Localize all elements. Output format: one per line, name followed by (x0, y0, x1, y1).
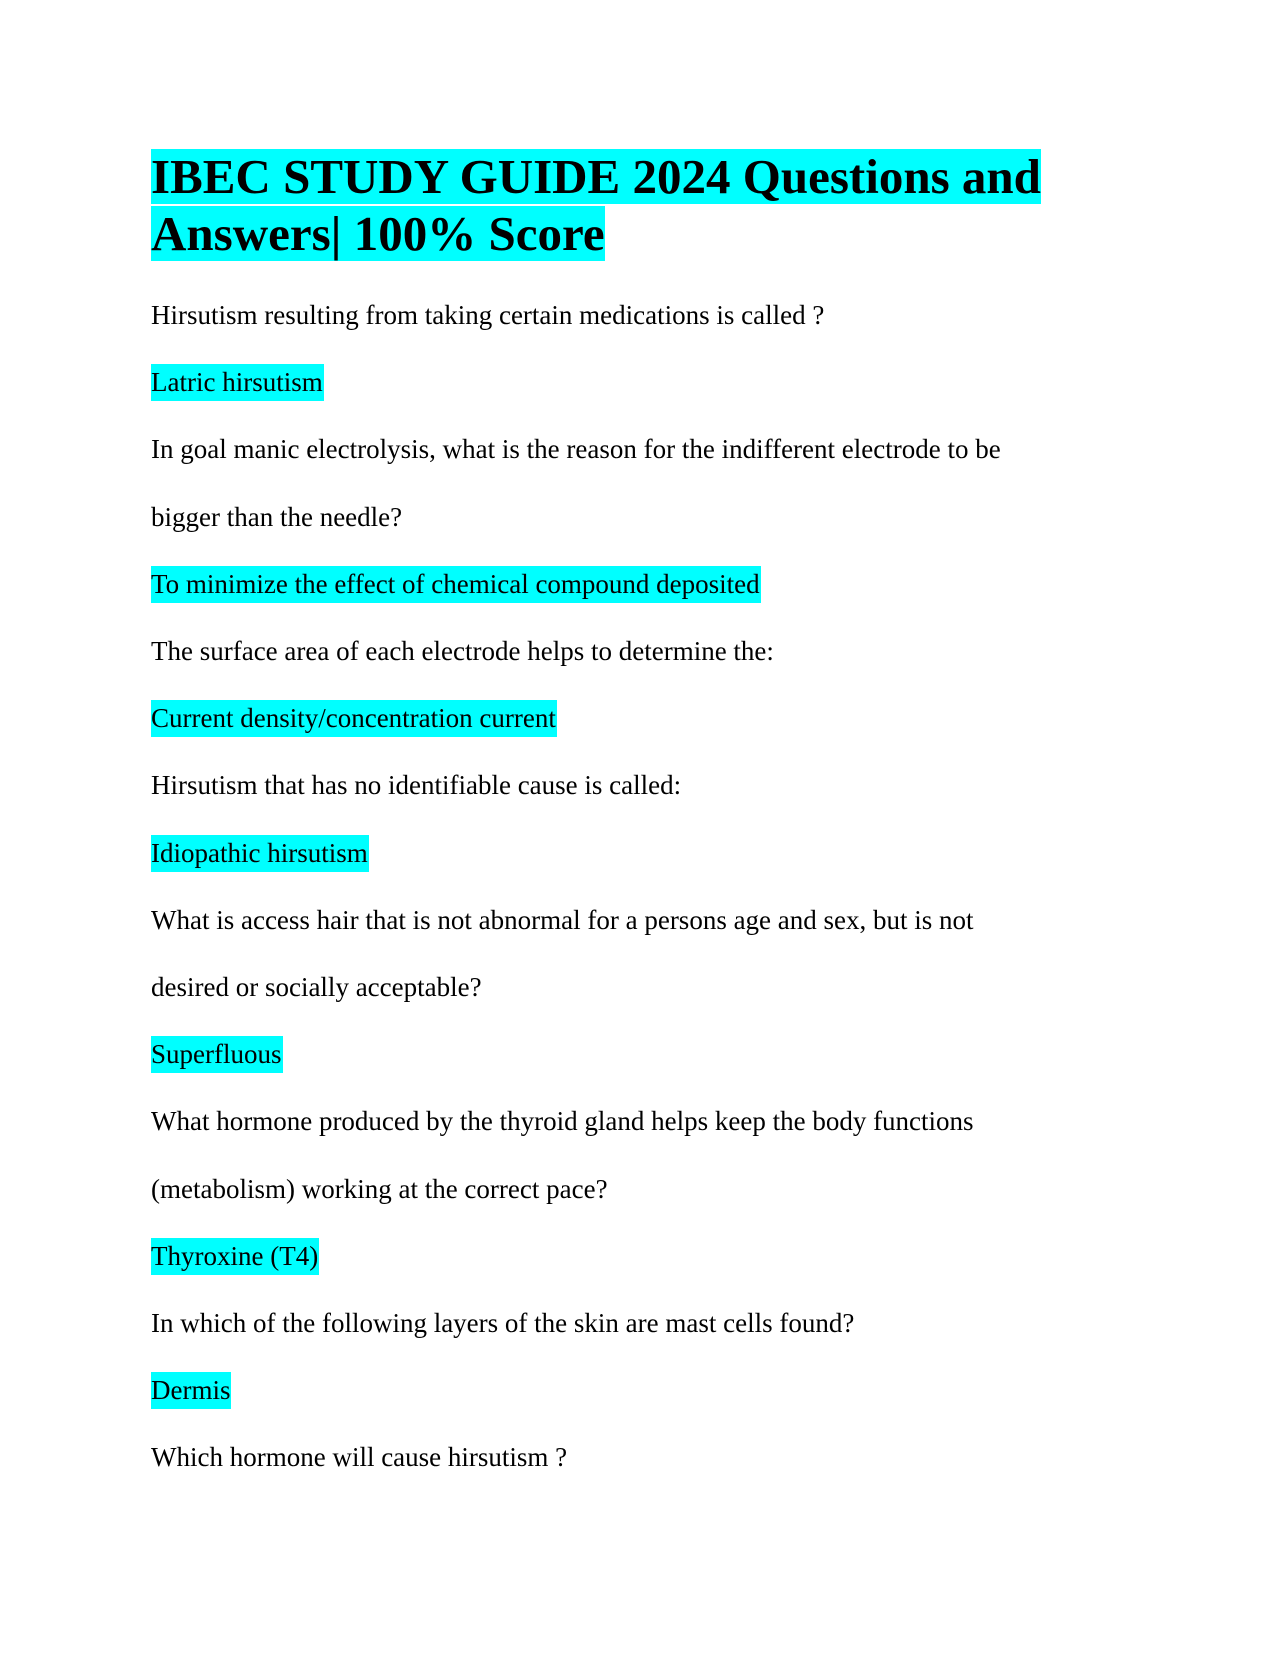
title-line-2: Answers| 100% Score (151, 206, 605, 261)
answer-line (151, 1223, 1091, 1290)
answer-line (151, 1021, 1091, 1088)
question-text: Which hormone will cause hirsutism ? (151, 1442, 568, 1473)
question-text: Hirsutism resulting from taking certain medications is called ? (151, 300, 825, 330)
answer-line (151, 349, 1091, 416)
question-text: The surface area of each electrode helps to determine the: (151, 636, 774, 667)
answer-line (151, 685, 1091, 752)
document-page (151, 148, 1091, 1492)
answer-text: Superfluous (151, 1036, 283, 1073)
question-text: What hormone produced by the thyroid gland helps keep the body functions (151, 1106, 974, 1137)
answer-text: Dermis (151, 1372, 231, 1409)
answer-text: To minimize the effect of chemical compound deposited (151, 566, 761, 603)
answer-line (151, 820, 1091, 887)
answer-text: Idiopathic hirsutism (151, 835, 369, 872)
answer-text: Thyroxine (T4) (151, 1238, 319, 1275)
question-text: (metabolism) working at the correct pace? (151, 1173, 608, 1204)
title-line-1: IBEC STUDY GUIDE 2024 Questions and (151, 149, 1041, 204)
document-title (151, 148, 1091, 262)
answer-text: Latric hirsutism (151, 364, 324, 401)
question-text: Hirsutism that has no identifiable cause is called: (151, 770, 682, 801)
question-text: bigger than the needle? (151, 501, 403, 532)
question-text: In which of the following layers of the skin are mast cells found? (151, 1308, 855, 1339)
answer-text: Current density/concentration current (151, 700, 557, 737)
answer-line (151, 551, 1091, 618)
answer-line (151, 1357, 1091, 1424)
question-text: desired or socially acceptable? (151, 972, 482, 1003)
question-text: In goal manic electrolysis, what is the reason for the indifferent electrode to be (151, 434, 1001, 465)
question-text: What is access hair that is not abnormal for a persons age and sex, but is not (151, 904, 974, 935)
qa-list (151, 282, 1091, 1492)
